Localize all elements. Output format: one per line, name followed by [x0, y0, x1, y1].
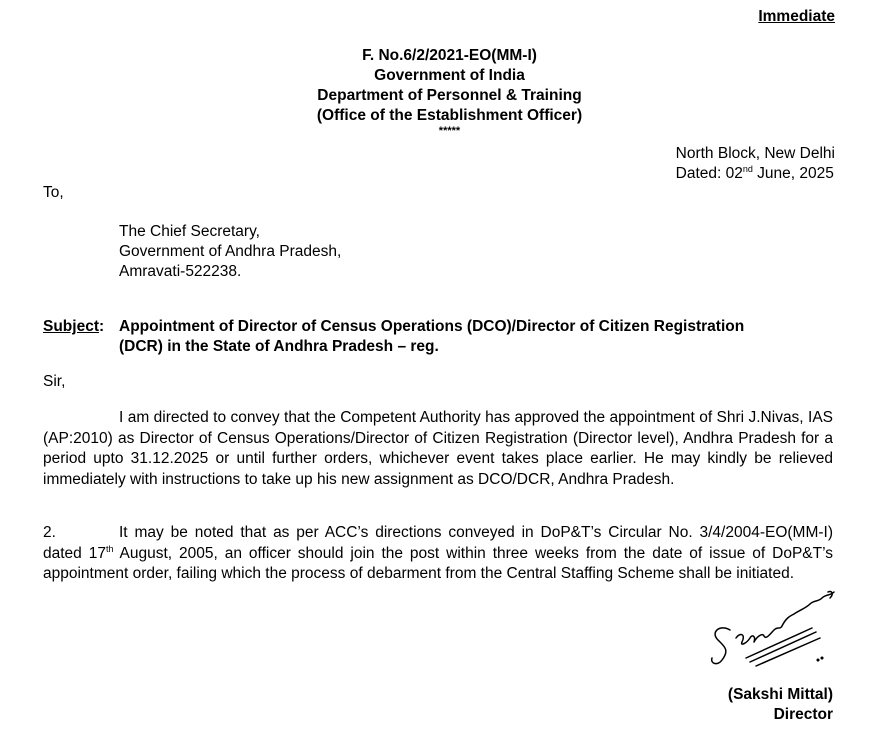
file-number: F. No.6/2/2021-EO(MM-I) — [362, 47, 537, 64]
addressee-block — [119, 222, 341, 282]
subject-label-text: Subject — [43, 318, 99, 335]
date-rest: June, 2025 — [752, 165, 834, 182]
salutation-to: To, — [43, 184, 64, 201]
date-line — [676, 164, 835, 184]
paragraph-2-text-b: August, 2005, an officer should join the post within three weeks from the date of issue of DoP&T’s appointment order, failing which the process of debarment from the Central Staffing Scheme shall be initiated. — [43, 544, 834, 582]
date-ordinal: nd — [742, 164, 753, 174]
paragraph-2-number: 2. — [43, 524, 56, 541]
paragraph-2-text-a: It may be noted that as per ACC’s directions conveyed in DoP&T’s Circular No. 3/4/2004-EO(MM-I) dated 17 — [43, 524, 833, 562]
place-date-block — [676, 144, 835, 184]
department-name: Department of Personnel & Training — [317, 87, 582, 104]
letter-header — [0, 46, 871, 136]
paragraph-2-ordinal: th — [105, 543, 114, 554]
addressee-line-1: The Chief Secretary, — [119, 223, 260, 240]
date-prefix: Dated: 02 — [675, 165, 743, 182]
subject-line-1: Appointment of Director of Census Operations (DCO)/Director of Citizen Registration — [119, 318, 745, 335]
signatory-name: (Sakshi Mittal) — [727, 686, 833, 703]
signatory-block — [728, 685, 833, 725]
signature-image — [700, 588, 840, 678]
subject-label — [43, 317, 104, 337]
location: North Block, New Delhi — [675, 145, 835, 162]
subject-colon: : — [98, 318, 105, 335]
header-stars: ***** — [438, 125, 461, 137]
addressee-line-2: Government of Andhra Pradesh, — [119, 243, 342, 260]
greeting: Sir, — [43, 373, 66, 390]
office-name: (Office of the Establishment Officer) — [316, 107, 583, 124]
signatory-designation: Director — [773, 706, 833, 723]
paragraph-2 — [43, 523, 833, 585]
addressee-line-3: Amravati-522238. — [119, 263, 242, 280]
paragraph-1: I am directed to convey that the Competent Authority has approved the appointment of Shri J.Nivas, IAS (AP:2010) as Director of Census Operations/Director of Citizen Registration (Director level), Andhra Pradesh for a period upto 31.12.2025 or until further orders, whichever event takes place earlier. He may kindly be relieved immediately with instructions to take up his new assignment as DCO/DCR, Andhra Pradesh. — [43, 409, 833, 488]
subject-text — [119, 317, 833, 357]
urgency-label: Immediate — [758, 8, 835, 25]
government-name: Government of India — [374, 67, 525, 84]
subject-line-2: (DCR) in the State of Andhra Pradesh – reg. — [119, 338, 439, 355]
